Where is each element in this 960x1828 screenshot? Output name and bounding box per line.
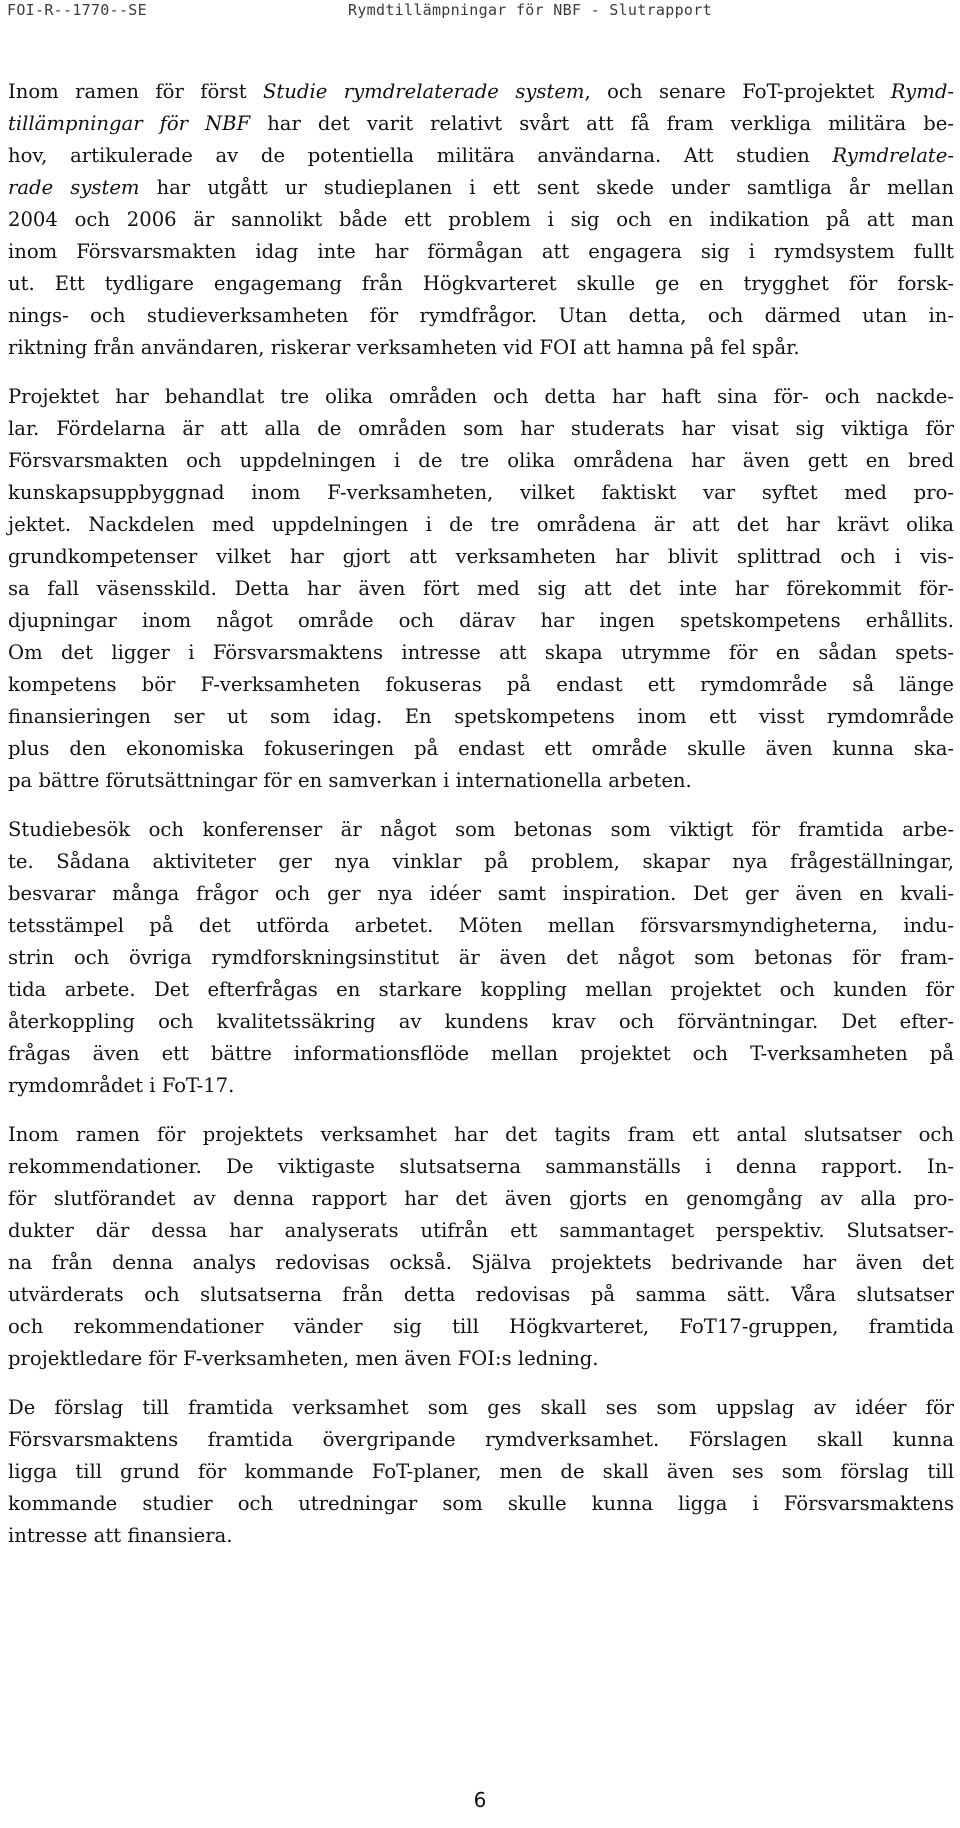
text-segment: och rekommendationer vänder sig till Högkvarteret, FoT17-gruppen, framtida [8, 1315, 954, 1338]
italic-text: Studie rymdrelaterade system [263, 80, 585, 103]
paragraph [8, 76, 954, 364]
text-line [8, 541, 954, 573]
text-line [8, 1215, 954, 1247]
text-segment: utvärderats och slutsatserna från detta redovisas på samma sätt. Våra slutsatser [8, 1283, 954, 1306]
text-segment: hov, artikulerade av de potentiella militära användarna. Att studien [8, 144, 833, 167]
text-line [8, 1488, 954, 1520]
text-line [8, 140, 954, 172]
text-line [8, 1151, 954, 1183]
text-segment: ut. Ett tydligare engagemang från Högkvarteret skulle ge en trygghet för forsk- [8, 272, 954, 295]
running-header [0, 0, 960, 24]
text-segment: inom Försvarsmakten idag inte har förmågan att engagera sig i rymdsystem fullt [8, 240, 954, 263]
report-id: FOI-R--1770--SE [7, 1, 147, 19]
text-segment: sa fall väsensskild. Detta har även fört med sig att det inte har förekommit för- [8, 577, 954, 600]
text-line [8, 236, 954, 268]
text-line [8, 381, 954, 413]
text-line [8, 1038, 954, 1070]
text-segment: kompetens bör F-verksamheten fokuseras på endast ett rymdområde så länge [8, 673, 954, 696]
text-segment: strin och övriga rymdforskningsinstitut är även det något som betonas för fram- [8, 946, 954, 969]
text-line [8, 814, 954, 846]
text-line [8, 1006, 954, 1038]
text-line [8, 733, 954, 765]
text-segment: dukter där dessa har analyserats utifrån ett sammantaget perspektiv. Slutsatser- [8, 1219, 954, 1242]
text-line [8, 477, 954, 509]
text-segment: Inom ramen för först [8, 80, 263, 103]
paragraph [8, 1119, 954, 1375]
text-line [8, 637, 954, 669]
text-line [8, 701, 954, 733]
text-segment: De förslag till framtida verksamhet som ges skall ses som uppslag av idéer för [8, 1396, 954, 1419]
text-line [8, 1343, 954, 1375]
text-segment: besvarar många frågor och ger nya idéer samt inspiration. Det ger även en kvali- [8, 882, 954, 905]
text-line [8, 942, 954, 974]
text-segment: projektledare för F-verksamheten, men även FOI:s ledning. [8, 1347, 599, 1370]
text-line [8, 878, 954, 910]
text-line [8, 268, 954, 300]
text-line [8, 1070, 954, 1102]
text-segment: nings- och studieverksamheten för rymdfrågor. Utan detta, och därmed utan in- [8, 304, 954, 327]
page-number: 6 [473, 1788, 487, 1812]
text-line [8, 1247, 954, 1279]
italic-text: Rymdrelate- [832, 144, 954, 167]
text-line [8, 1520, 954, 1552]
italic-text: Rymd- [890, 80, 954, 103]
text-line [8, 204, 954, 236]
text-segment: har utgått ur studieplanen i ett sent skede under samtliga år mellan [139, 176, 954, 199]
paragraph [8, 814, 954, 1102]
text-line [8, 332, 954, 364]
text-segment: ligga till grund för kommande FoT-planer, men de skall även ses som förslag till [8, 1460, 954, 1483]
text-line [8, 1183, 954, 1215]
body-text [8, 76, 954, 1569]
paragraph [8, 1392, 954, 1552]
text-segment: återkoppling och kvalitetssäkring av kundens krav och förväntningar. Det efter- [8, 1010, 954, 1033]
text-segment: Studiebesök och konferenser är något som betonas som viktigt för framtida arbe- [8, 818, 954, 841]
text-segment: har det varit relativt svårt att få fram verkliga militära be- [250, 112, 954, 135]
text-line [8, 1311, 954, 1343]
text-segment: frågas även ett bättre informationsflöde mellan projektet och T-verksamheten på [8, 1042, 954, 1065]
text-segment: Om det ligger i Försvarsmaktens intresse att skapa utrymme för en sådan spets- [8, 641, 954, 664]
text-line [8, 445, 954, 477]
paragraph [8, 381, 954, 797]
text-line [8, 974, 954, 1006]
text-segment: te. Sådana aktiviteter ger nya vinklar på problem, skapar nya frågeställningar, [8, 850, 954, 873]
text-line [8, 765, 954, 797]
italic-text: tillämpningar för NBF [8, 112, 251, 135]
text-segment: lar. Fördelarna är att alla de områden som har studerats har visat sig viktiga för [8, 417, 954, 440]
text-line [8, 1119, 954, 1151]
text-line [8, 573, 954, 605]
text-line [8, 1424, 954, 1456]
text-line [8, 172, 954, 204]
text-segment: grundkompetenser vilket har gjort att verksamheten har blivit splittrad och i vis- [8, 545, 954, 568]
text-segment: intresse att finansiera. [8, 1524, 233, 1547]
text-line [8, 413, 954, 445]
text-segment: plus den ekonomiska fokuseringen på endast ett område skulle även kunna ska- [8, 737, 954, 760]
text-segment: Försvarsmakten och uppdelningen i de tre olika områdena har även gett en bred [8, 449, 954, 472]
italic-text: rade system [8, 176, 140, 199]
text-segment: tetsstämpel på det utförda arbetet. Möten mellan försvarsmyndigheterna, indu- [8, 914, 954, 937]
text-segment: riktning från användaren, riskerar verksamheten vid FOI att hamna på fel spår. [8, 336, 800, 359]
text-segment: jektet. Nackdelen med uppdelningen i de tre områdena är att det har krävt olika [8, 513, 954, 536]
text-segment: Försvarsmaktens framtida övergripande rymdverksamhet. Förslagen skall kunna [8, 1428, 954, 1451]
report-title: Rymdtillämpningar för NBF - Slutrapport [348, 1, 712, 19]
text-segment: 2004 och 2006 är sannolikt både ett problem i sig och en indikation på att man [8, 208, 954, 231]
text-segment: Projektet har behandlat tre olika områden och detta har haft sina för- och nackde- [8, 385, 954, 408]
text-line [8, 1456, 954, 1488]
text-line [8, 300, 954, 332]
text-line [8, 76, 954, 108]
text-line [8, 1279, 954, 1311]
text-segment: , och senare FoT-projektet [584, 80, 891, 103]
text-line [8, 605, 954, 637]
text-segment: för slutförandet av denna rapport har det även gjorts en genomgång av alla pro- [8, 1187, 954, 1210]
text-segment: kommande studier och utredningar som skulle kunna ligga i Försvarsmaktens [8, 1492, 954, 1515]
text-line [8, 910, 954, 942]
text-segment: rekommendationer. De viktigaste slutsatserna sammanställs i denna rapport. In- [8, 1155, 954, 1178]
text-segment: finansieringen ser ut som idag. En spetskompetens inom ett visst rymdområde [8, 705, 954, 728]
text-line [8, 1392, 954, 1424]
text-segment: na från denna analys redovisas också. Själva projektets bedrivande har även det [8, 1251, 954, 1274]
text-line [8, 108, 954, 140]
text-line [8, 846, 954, 878]
text-segment: kunskapsuppbyggnad inom F-verksamheten, vilket faktiskt var syftet med pro- [8, 481, 954, 504]
text-line [8, 669, 954, 701]
text-segment: rymdområdet i FoT-17. [8, 1074, 235, 1097]
text-segment: djupningar inom något område och därav har ingen spetskompetens erhållits. [8, 609, 954, 632]
text-segment: Inom ramen för projektets verksamhet har det tagits fram ett antal slutsatser och [8, 1123, 954, 1146]
text-line [8, 509, 954, 541]
text-segment: pa bättre förutsättningar för en samverkan i internationella arbeten. [8, 769, 692, 792]
text-segment: tida arbete. Det efterfrågas en starkare koppling mellan projektet och kunden för [8, 978, 954, 1001]
